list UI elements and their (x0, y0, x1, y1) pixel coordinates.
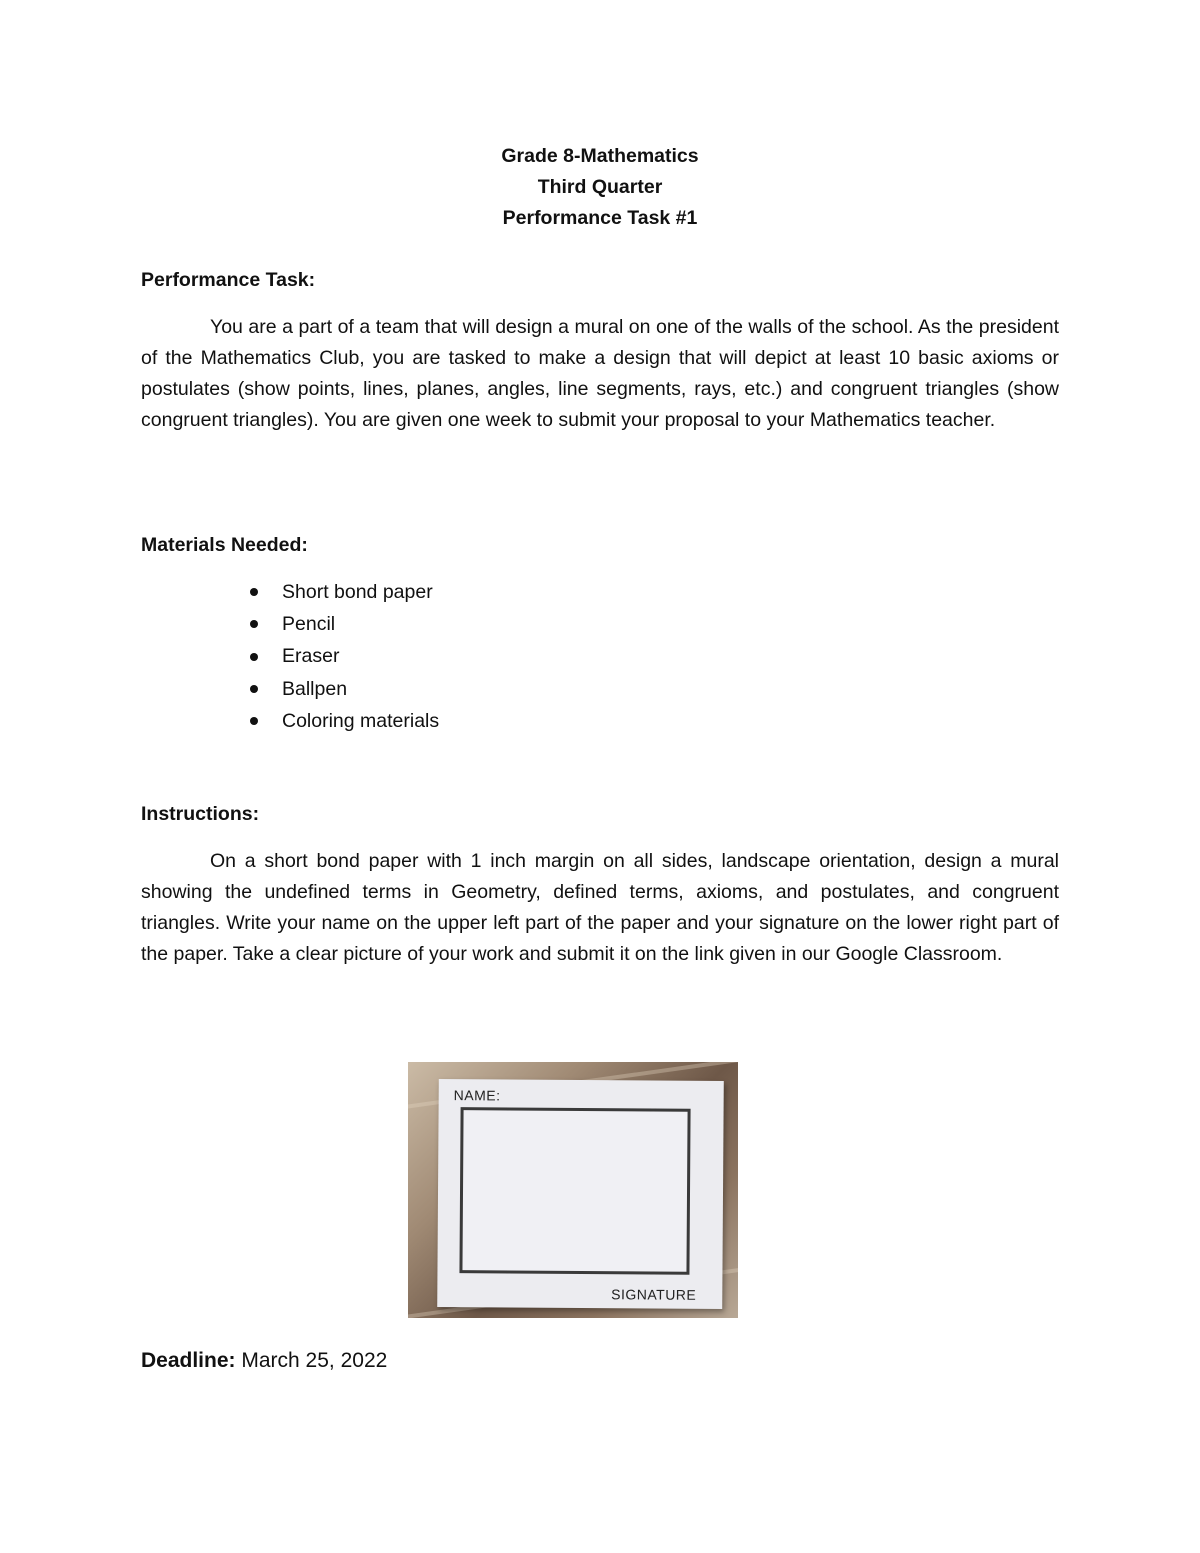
instructions-heading: Instructions: (141, 803, 260, 825)
performance-task-heading: Performance Task: (141, 269, 316, 291)
material-label: Eraser (282, 645, 340, 668)
sample-paper (437, 1079, 724, 1309)
material-label: Coloring materials (282, 709, 440, 732)
materials-list (245, 576, 439, 737)
deadline-label: Deadline: (141, 1349, 236, 1372)
header-subject: Grade 8-Mathematics (501, 145, 699, 167)
list-item (245, 608, 439, 640)
header-task-number: Performance Task #1 (502, 207, 698, 229)
list-item (245, 673, 439, 705)
deadline-line (141, 1345, 387, 1376)
bullet-icon (250, 717, 258, 725)
bullet-icon (250, 620, 258, 628)
list-item (245, 576, 439, 608)
material-label: Short bond paper (282, 581, 433, 603)
list-item (245, 640, 439, 672)
sample-margin-frame (459, 1107, 690, 1275)
bullet-icon (250, 653, 258, 661)
materials-heading: Materials Needed: (141, 534, 308, 556)
performance-task-text: You are a part of a team that will design a mural on one of the walls of the school. As the president of the Mathematics Club, you are tasked to make a design that will depict at least 10 basic axioms or postulates (show points, lines, planes, angles, line segments, rays, etc.) and congruent triangles (show congruent triangles). You are given one week to submit your proposal to your Mathematics teacher. (141, 316, 1059, 431)
sample-layout-photo (408, 1062, 738, 1318)
material-label: Ballpen (282, 677, 348, 700)
material-label: Pencil (282, 613, 336, 636)
instructions-body (141, 846, 1059, 970)
deadline-value: March 25, 2022 (241, 1349, 388, 1372)
header-quarter: Third Quarter (537, 176, 663, 198)
bullet-icon (250, 685, 258, 693)
sample-name-label: NAME: (453, 1087, 501, 1104)
document-header (0, 141, 1200, 234)
bullet-icon (250, 588, 258, 596)
sample-signature-label: SIGNATURE (611, 1286, 697, 1303)
performance-task-body (141, 312, 1059, 436)
instructions-text: On a short bond paper with 1 inch margin on all sides, landscape orientation, design a mural showing the undefined terms in Geometry, defined terms, axioms, and postulates, and congruent triangles. Write your name on the upper left part of the paper and your signature on the lower right part of the paper. Take a clear picture of your work and submit it on the link given in our Google Classroom. (141, 850, 1059, 965)
list-item (245, 705, 439, 737)
